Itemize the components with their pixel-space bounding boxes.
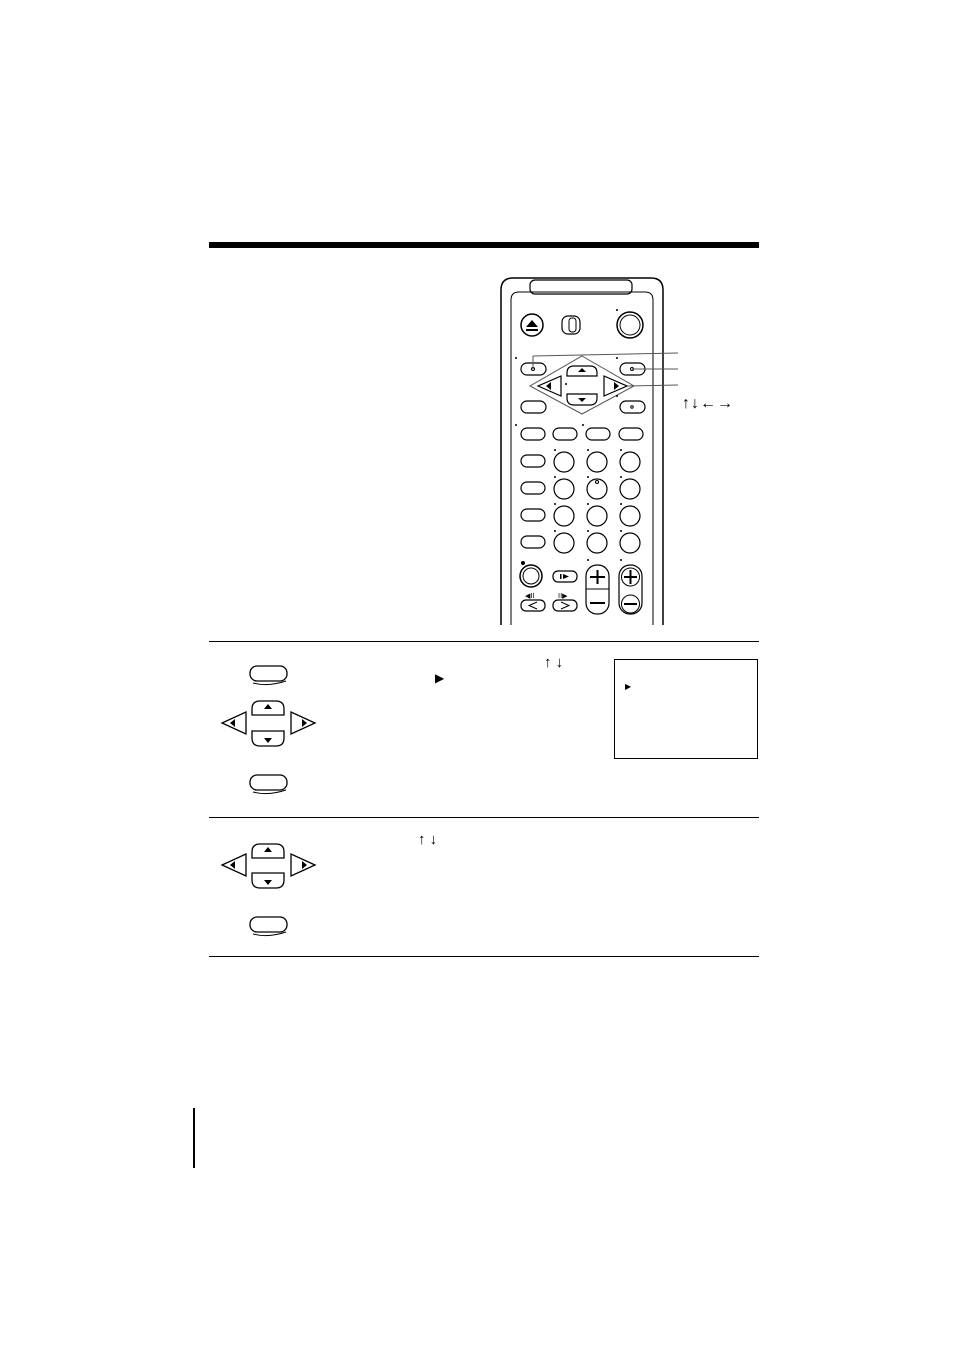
step2-arrow-keys: ↑ ↓ xyxy=(418,831,438,848)
step1-arrow-keys: ↑ ↓ xyxy=(544,654,564,671)
slow-forward-label: II▶ xyxy=(558,592,568,600)
margin-bar xyxy=(193,1108,195,1168)
menu-cursor: ▶ xyxy=(625,682,632,691)
arrow-keys-label: ↑↓←→ xyxy=(682,395,734,412)
step1-pointer: ▶ xyxy=(435,671,445,685)
step-divider xyxy=(209,956,759,957)
slow-reverse-label: ◀II xyxy=(525,592,535,600)
